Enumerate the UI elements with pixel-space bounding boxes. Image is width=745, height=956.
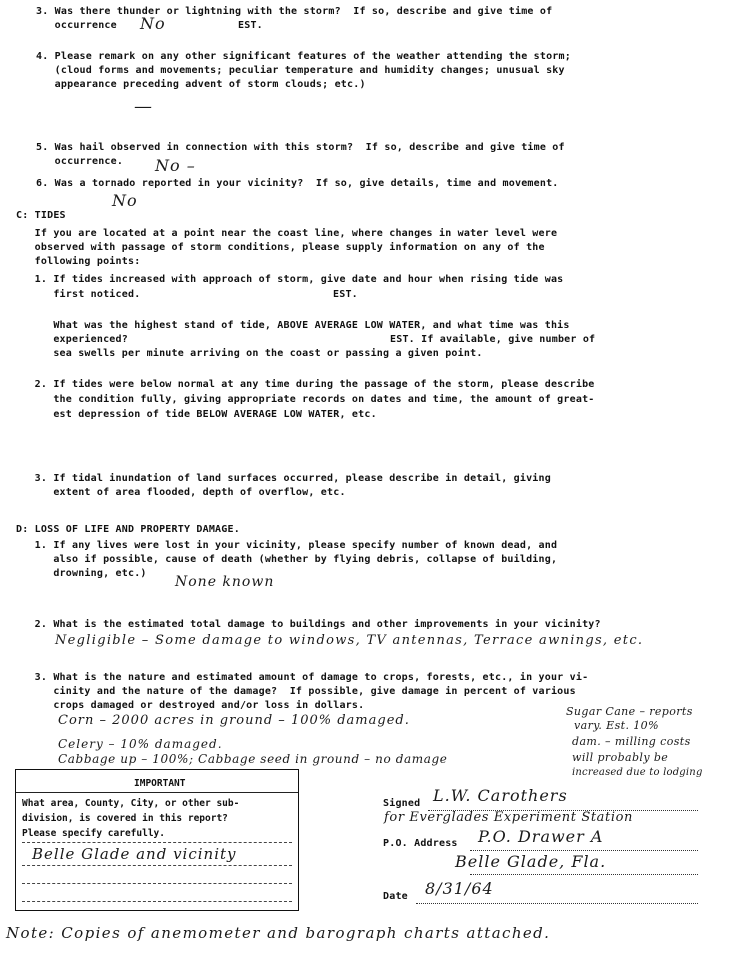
weather-q4-line2: (cloud forms and movements; peculiar temperature and humidity changes; unusual sky bbox=[36, 65, 565, 76]
tides-q1-line1: 1. If tides increased with approach of storm, give date and hour when rising tide was bbox=[16, 274, 564, 285]
sugar-note-line3: dam. – milling costs bbox=[572, 735, 691, 748]
damage-q2-answer: Negligible – Some damage to windows, TV antennas, Terrace awnings, etc. bbox=[55, 633, 644, 648]
important-rule1 bbox=[22, 842, 292, 843]
po-rule2 bbox=[470, 874, 698, 875]
weather-q5-line1: 5. Was hail observed in connection with this storm? If so, describe and give time of bbox=[36, 142, 565, 153]
weather-q6-line: 6. Was a tornado reported in your vicinity? If so, give details, time and movement. bbox=[36, 178, 559, 189]
sugar-note-line1: Sugar Cane – reports bbox=[566, 705, 693, 718]
sugar-note-line2: vary. Est. 10% bbox=[574, 719, 659, 732]
damage-q3-line3: crops damaged or destroyed and/or loss in dollars. bbox=[16, 700, 365, 711]
date-value: 8/31/64 bbox=[425, 879, 494, 898]
date-label: Date bbox=[383, 891, 408, 902]
important-rule4 bbox=[22, 901, 292, 902]
important-line3: Please specify carefully. bbox=[22, 828, 165, 839]
damage-q3-answer-corn: Corn – 2000 acres in ground – 100% damaged. bbox=[58, 713, 410, 728]
damage-q1-line3: drowning, etc.) bbox=[16, 568, 147, 579]
tides-intro-line2: observed with passage of storm conditions, please supply information on any of the bbox=[16, 242, 545, 253]
weather-q4-line1: 4. Please remark on any other significant features of the weather attending the storm; bbox=[36, 51, 571, 62]
tides-q1b-line3: sea swells per minute arriving on the coast or passing a given point. bbox=[16, 348, 483, 359]
tides-q1b-line2: experienced? bbox=[16, 334, 128, 345]
tides-q1-est: EST. bbox=[333, 289, 358, 300]
damage-q1-line1: 1. If any lives were lost in your vicinity, please specify number of known dead, and bbox=[16, 540, 558, 551]
damage-q3-answer-cabbage: Cabbage up – 100%; Cabbage seed in ground – no damage bbox=[58, 752, 448, 766]
signed-sub: for Everglades Experiment Station bbox=[384, 810, 633, 825]
signed-value: L.W. Carothers bbox=[433, 786, 568, 805]
weather-q6-answer: No bbox=[112, 191, 138, 210]
date-rule bbox=[416, 903, 698, 904]
po-value: P.O. Drawer A bbox=[478, 827, 604, 846]
tides-q3-line1: 3. If tidal inundation of land surfaces occurred, please describe in detail, giving bbox=[16, 473, 551, 484]
weather-q3-line1: 3. Was there thunder or lightning with the storm? If so, describe and give time of bbox=[36, 6, 553, 17]
tides-q2-line3: est depression of tide BELOW AVERAGE LOW WATER, etc. bbox=[16, 409, 377, 420]
tides-q1-line2: first noticed. bbox=[16, 289, 141, 300]
po-value2: Belle Glade, Fla. bbox=[455, 852, 607, 871]
weather-q5-answer: No – bbox=[155, 156, 196, 175]
important-answer: Belle Glade and vicinity bbox=[32, 845, 237, 863]
weather-q4-line3: appearance preceding advent of storm clouds; etc.) bbox=[36, 79, 366, 90]
tides-intro-line1: If you are located at a point near the coast line, where changes in water level were bbox=[16, 228, 558, 239]
important-title: IMPORTANT bbox=[134, 778, 186, 789]
weather-q3-line2: occurrence bbox=[36, 20, 117, 31]
signed-label: Signed bbox=[383, 798, 421, 809]
damage-q3-answer-celery: Celery – 10% damaged. bbox=[58, 737, 223, 751]
weather-q3-answer: No bbox=[140, 14, 166, 33]
important-rule3 bbox=[22, 883, 292, 884]
important-rule2 bbox=[22, 865, 292, 866]
damage-q2-line: 2. What is the estimated total damage to buildings and other improvements in your vicinity? bbox=[16, 619, 601, 630]
tides-q1b-est: EST. If available, give number of bbox=[390, 334, 596, 345]
sugar-note-line5: increased due to lodging bbox=[572, 767, 703, 778]
tides-intro-line3: following points: bbox=[16, 256, 141, 267]
damage-heading: D: LOSS OF LIFE AND PROPERTY DAMAGE. bbox=[16, 524, 240, 535]
damage-q1-answer: None known bbox=[175, 574, 275, 590]
important-box bbox=[15, 769, 299, 911]
tides-q2-line1: 2. If tides were below normal at any time during the passage of the storm, please describe bbox=[16, 379, 595, 390]
important-divider bbox=[16, 792, 298, 793]
tides-q1b-line1: What was the highest stand of tide, ABOVE AVERAGE LOW WATER, and what time was this bbox=[16, 320, 570, 331]
tides-q2-line2: the condition fully, giving appropriate records on dates and time, the amount of great- bbox=[16, 394, 595, 405]
po-label: P.O. Address bbox=[383, 838, 458, 849]
weather-q3-est: EST. bbox=[238, 20, 263, 31]
tides-heading: C: TIDES bbox=[16, 210, 66, 221]
weather-q4-answer: — bbox=[134, 96, 153, 117]
weather-q5-line2: occurrence. bbox=[36, 156, 124, 167]
important-line2: division, is covered in this report? bbox=[22, 813, 228, 824]
damage-q3-line1: 3. What is the nature and estimated amount of damage to crops, forests, etc., in your vi- bbox=[16, 672, 589, 683]
tides-q3-line2: extent of area flooded, depth of overflow, etc. bbox=[16, 487, 346, 498]
po-rule bbox=[470, 850, 698, 851]
damage-q1-line2: also if possible, cause of death (whether by flying debris, collapse of building, bbox=[16, 554, 558, 565]
important-line1: What area, County, City, or other sub- bbox=[22, 798, 240, 809]
damage-q3-line2: cinity and the nature of the damage? If possible, give damage in percent of various bbox=[16, 686, 576, 697]
footer-note: Note: Copies of anemometer and barograph charts attached. bbox=[6, 924, 551, 942]
sugar-note-line4: will probably be bbox=[572, 751, 669, 764]
